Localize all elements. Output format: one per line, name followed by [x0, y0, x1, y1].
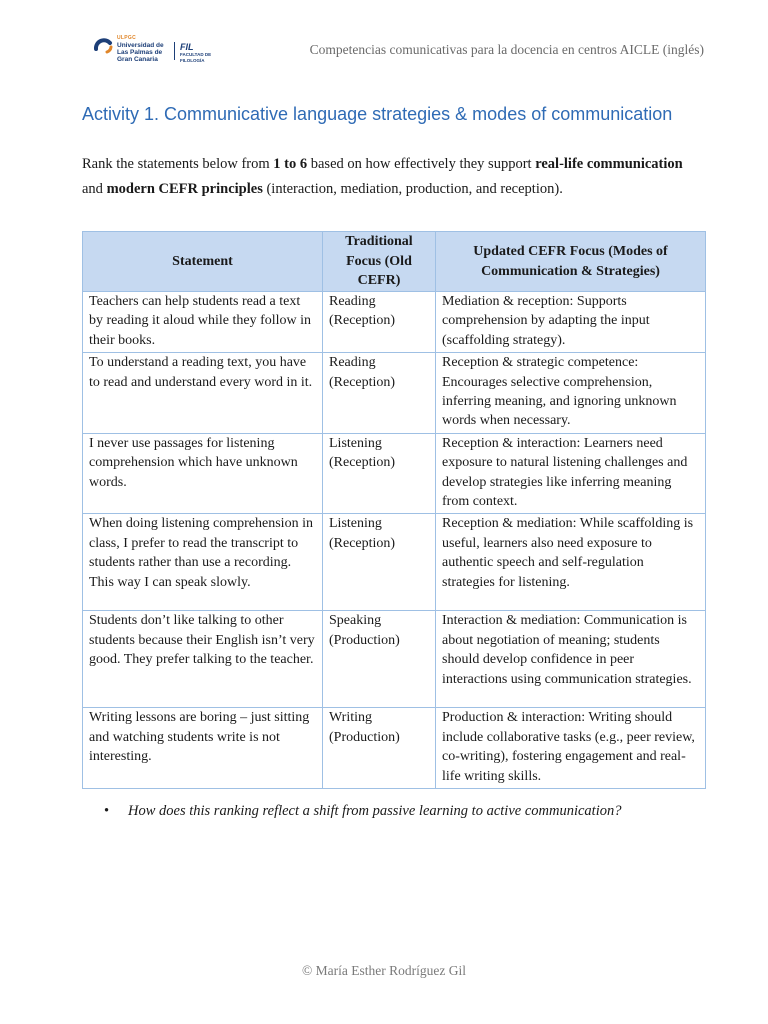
- instructions-bold-cefr: modern CEFR principles: [106, 181, 263, 197]
- table-row: [83, 292, 706, 353]
- instructions-text-2: based on how effectively they support: [307, 156, 536, 172]
- logo-divider: [174, 42, 175, 60]
- fil-abbr: FIL: [180, 42, 194, 52]
- ulpgc-logo-mark-icon: [92, 35, 114, 57]
- institution-logos: [90, 32, 230, 66]
- statement-cell: Writing lessons are boring – just sitting and watching students write is not interesting.: [83, 708, 323, 789]
- table-row: [83, 433, 706, 514]
- ulpgc-logo-text: [117, 35, 164, 63]
- column-header-statement: Statement: [83, 232, 323, 292]
- traditional-focus-cell: Speaking (Production): [323, 611, 436, 708]
- ranking-table: [82, 231, 706, 789]
- table-row: [83, 353, 706, 434]
- fil-logo-text: [180, 43, 211, 64]
- copyright-footer: © María Esther Rodríguez Gil: [302, 963, 466, 978]
- statement-cell: Teachers can help students read a text by reading it aloud while they follow in their books.: [83, 292, 323, 353]
- statement-cell: When doing listening comprehension in class, I prefer to read the transcript to students rather than use a recording. This way I can speak slowly.: [83, 514, 323, 611]
- reflection-question: [104, 803, 621, 820]
- table-row: [83, 514, 706, 611]
- statement-cell: To understand a reading text, you have to read and understand every word in it.: [83, 353, 323, 434]
- updated-focus-cell: Interaction & mediation: Communication is about negotiation of meaning; students should develop confidence in peer interactions using communication strategies.: [436, 611, 706, 708]
- updated-focus-cell: Reception & strategic competence: Encourages selective comprehension, inferring meaning, and ignoring unknown words when necessary.: [436, 353, 706, 434]
- ulpgc-abbr: ULPGC: [117, 35, 136, 41]
- table-row: [83, 708, 706, 789]
- statement-cell: Students don’t like talking to other students because their English isn’t very good. They prefer talking to the teacher.: [83, 611, 323, 708]
- instructions-text-1: Rank the statements below from: [82, 156, 274, 172]
- traditional-focus-cell: Listening (Reception): [323, 514, 436, 611]
- instructions-text-4: (interaction, mediation, production, and reception).: [262, 181, 563, 197]
- page-header: [90, 32, 706, 68]
- traditional-focus-cell: Listening (Reception): [323, 433, 436, 514]
- updated-focus-cell: Reception & mediation: While scaffolding is useful, learners also need exposure to authentic speech and self-regulation strategies for listening.: [436, 514, 706, 611]
- fil-line-1: FACULTAD DE: [180, 52, 212, 57]
- instructions-bold-range: 1 to 6: [273, 156, 308, 172]
- table-row: [83, 611, 706, 708]
- column-header-traditional: Traditional Focus (Old CEFR): [323, 232, 436, 292]
- traditional-focus-cell: Writing (Production): [323, 708, 436, 789]
- statement-cell: I never use passages for listening comprehension which have unknown words.: [83, 433, 323, 514]
- course-title: Competencias comunicativas para la docencia en centros AICLE (inglés): [309, 42, 704, 57]
- traditional-focus-cell: Reading (Reception): [323, 292, 436, 353]
- bullet-icon: •: [104, 803, 110, 819]
- updated-focus-cell: Mediation & reception: Supports comprehension by adapting the input (scaffolding strategy).: [436, 292, 706, 353]
- ulpgc-line-3: Gran Canaria: [117, 56, 158, 63]
- instructions-bold-real-life: real-life communication: [535, 156, 683, 172]
- ulpgc-line-2: Las Palmas de: [117, 49, 163, 56]
- instructions: [82, 152, 706, 202]
- activity-title: Activity 1. Communicative language strategies & modes of communication: [82, 104, 673, 124]
- table-header-row: [83, 232, 706, 292]
- updated-focus-cell: Production & interaction: Writing should include collaborative tasks (e.g., peer review, co-writing), fostering engagement and real-life writing skills.: [436, 708, 706, 789]
- reflection-question-text: How does this ranking reflect a shift from passive learning to active communication?: [128, 803, 622, 819]
- traditional-focus-cell: Reading (Reception): [323, 353, 436, 434]
- instructions-text-3: and: [82, 181, 107, 197]
- fil-line-2: FILOLOGÍA: [180, 58, 205, 63]
- ulpgc-line-1: Universidad de: [117, 42, 164, 49]
- column-header-updated: Updated CEFR Focus (Modes of Communication & Strategies): [436, 232, 706, 292]
- updated-focus-cell: Reception & interaction: Learners need exposure to natural listening challenges and develop strategies like inferring meaning from context.: [436, 433, 706, 514]
- reflection-question-list: [104, 803, 621, 820]
